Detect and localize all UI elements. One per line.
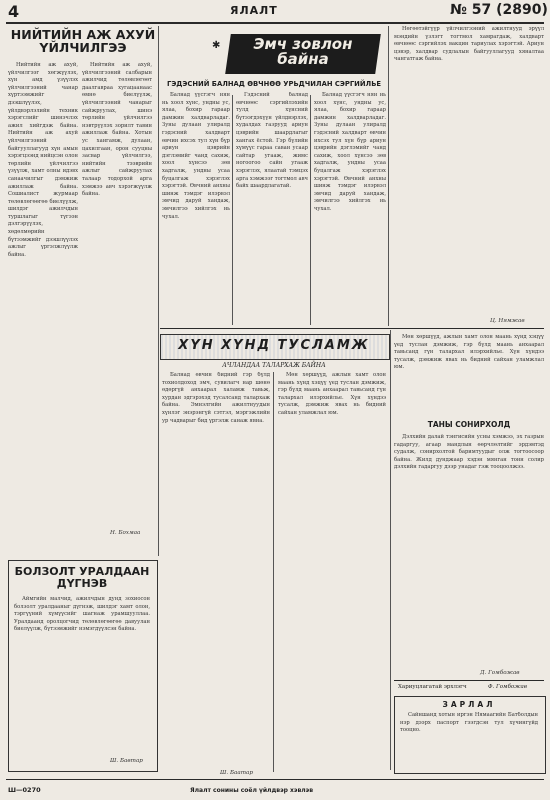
notice-title: ЗАРЛАЛ [442, 700, 496, 709]
article2-signature: Ц. Нямжав [490, 318, 525, 324]
article3-col1-text: Балнад өвчин бидний гэр бүлд тохиолдоход эмч, сувилагч нар шөнө өдөргүй анхаарал халамж тавьж, хурдан эдгэрэхэд тусалсанд талархаж байна. Эмнэлгийн ажилтнуудын хүнлэг энэрэнгүй сэтгэл, мэргэжлийн ур чадварыг бид үргэлж санаж явна. [162, 372, 270, 424]
article4-lead [394, 334, 544, 418]
article2-subtitle: ГЭДЭСНИЙ БАЛНАД ӨВЧНӨӨ УРЬДЧИЛАН СЭРГИЙЛЬЕ [166, 80, 382, 88]
star-icon: ✱ [212, 40, 221, 51]
article1-col1 [8, 62, 78, 532]
article3-signature: Ш. Баатар [220, 770, 253, 776]
article3-col2 [278, 372, 386, 772]
section-rule [160, 328, 544, 329]
article1-col1-text: Нийтийн аж ахуй, үйлчилгээг хөгжүүлэх, хүн амд үзүүлэх үйлчилгээний чанар хүртээмжийг дээшлүүлэх, үйлдвэрлэлийн техник хэрэгслийг шинэчлэх ажил хийгдэж байна. Нийтийн аж ахуй үйлчилгээний байгууллагууд хүн амын хэрэгцээнд нийцсэн олон төрлийн үйлчилгээ үзүүлж, хамт олны идэвх санаачилгыг дэмжиж ажиллаж байна. Сошиалист журмаар төлөвлөгөөгөө биелүүлж, шилдэг ажилчдын туршлагыг түгээн дэлгэрүүлэх, хөдөлмөрийн бүтээмжийг дээшлүүлэх ажлыг үргэлжлүүлж байна. [8, 62, 78, 258]
article2-col3 [314, 92, 386, 324]
article3-subtitle: АЧЛАНДАА ТАЛАРХАЖ БАЙНА [222, 362, 326, 369]
article1-signature: Н. Бохмаа [110, 530, 141, 536]
article4-body [394, 434, 544, 670]
article5-text: Аймгийн малчид, ажилчдын дунд зохиосон болзолт уралдааныг дүгнэж, шилдэг хамт олон, тэргүүний хүмүүсийг шагнаж урамшууллаа. Уралдаанд оролцогчид төлөвлөгөөгөө давуулан биелүүлж, бүтээмжийг нэмэгдүүлсэн байна. [14, 596, 150, 633]
article3-col1 [162, 372, 270, 772]
column-divider [310, 95, 311, 325]
article5-title: БОЛЗОЛТ УРАЛДААН ДҮГНЭВ [14, 565, 150, 590]
article1-col2-text: Нийтийн аж ахуй, үйлчилгээний салбарын ажилчид төлөвлөгөөт даалгавраа хугацаанаас өмнө биелүүлж, үйлчилгээний чанарыг сайжруулах, шинэ төрлийн үйлчилгээ нэвтрүүлэх зорилт тавин ажиллаж байна. Хотын ус хангамж, дулаан, цахилгаан, орон сууцны засвар үйлчилгээ, нийтийн тээврийн ажлыг сайжруулах талаар тодорхой арга хэмжээ авч хэрэгжүүлж байна. [82, 62, 152, 198]
article2-col2 [236, 92, 308, 324]
article1-title: НИЙТИЙН АЖ АХУЙ ҮЙЛЧИЛГЭЭ [10, 27, 156, 55]
column-divider [232, 95, 233, 325]
article5-signature: Ш. Бавтар [110, 758, 143, 764]
footer-slogan: Ялалт сонины соёл үйлдвэр хэвлэв [190, 787, 314, 794]
page-number: 4 [8, 2, 20, 21]
notice-text: Сайншанд хотын иргэн Нямаагийн Батболдын нэр дээрх паспорт гээгдсэн тул хүчингүйд тооцно. [400, 712, 538, 734]
column-divider [158, 26, 159, 556]
notice-body [400, 712, 538, 768]
column-divider [273, 372, 274, 772]
section-rule [394, 680, 544, 681]
issue-number: № 57 (2890) [450, 2, 548, 18]
column-divider [388, 26, 389, 326]
editor-name: Ф. Гомбожав [488, 684, 527, 690]
article4-title: ТАНЫ СОНИРХОЛД [427, 420, 511, 429]
article1 [8, 28, 158, 54]
article4-lead-text: Мөн хөршүүд, ажлын хамт олон маань хүнд хэцүү үед туслан дэмжиж, гэр бүлд маань анхаарал тавьсанд гүн талархал илэрхийлье. Хүн хүндээ тусалж, дэмжиж явах нь бидний сайхан уламжлал юм. [394, 334, 544, 371]
article2-col1-text: Балнад үүсгэгч нян нь хоол хүнс, ундны ус, ялаа, бохир гараар дамжин халдварладаг. Зуны дулаан улиралд гэдэсний халдварт өвчин ихсэх тул хүн бүр ариун цэврийн дэглэмийг чанд сахиж, хоол хүнсээ зөв хадгалж, ундны усаа буцалгаж хэрэглэх хэрэгтэй. Өвчний анхны шинж тэмдэг илэрвэл эмчид даруй хандаж, эмчилгээ хийлгэх нь чухал. [162, 92, 230, 220]
editor-label: Хариуцлагатай эрхлэгч [398, 684, 467, 690]
article1-col2 [82, 62, 152, 532]
article4-signature: Д. Гомбожав [480, 670, 520, 676]
article2-col1 [162, 92, 230, 324]
article5-body [14, 596, 150, 756]
article2-col4 [394, 26, 544, 318]
article2-col4-text: Нөгөөтэйгүүр үйлчилгээний ажилтнууд эрүүл мэндийн үзлэгт тогтмол хамрагдаж, халдварт өвчнөөс сэргийлэх вакцин тариулах хэрэгтэй. Ариун цэвэр, халдвар судлалын байгууллагууд хяналтаа чангатгаж байна. [394, 26, 544, 63]
article4-text: Дэлхийн далай тэнгисийн усны хэмжээ, эх газрын гадаргуу, агаар мандлын өөрчлөлтийг эрдэмтэд судалж, сонирхолтой баримтуудыг олж тогтоосоор байна. Жилд дунджаар хэдэн мянган тонн солир дэлхийн гадаргуу дээр унадаг гэж тооцоолжээ. [394, 434, 544, 471]
article3-col2-text: Мөн хөршүүд, ажлын хамт олон маань хүнд хэцүү үед туслан дэмжиж, гэр бүлд маань анхаарал тавьсанд гүн талархал илэрхийлье. Хүн хүндээ тусалж, дэмжиж явах нь бидний сайхан уламжлал юм. [278, 372, 386, 416]
header-rule [6, 22, 544, 24]
column-divider [390, 330, 391, 770]
article3-banner-text: ХҮН ХҮНД ТУСЛАМЖ [178, 338, 370, 353]
article2-banner-text: Эмч зовлон байна [253, 35, 353, 68]
footer-code: Ш—0270 [8, 786, 41, 794]
newspaper-name: ЯЛАЛТ [230, 4, 278, 17]
article2-col3-text: Балнад үүсгэгч нян нь хоол хүнс, ундны ус, ялаа, бохир гараар дамжин халдварладаг. Зуны дулаан улиралд гэдэсний халдварт өвчин ихсэх тул хүн бүр ариун цэврийн дэглэмийг чанд сахиж, хоол хүнсээ зөв хадгалж, ундны усаа буцалгаж хэрэглэх хэрэгтэй. Өвчний анхны шинж тэмдэг илэрвэл эмчид даруй хандаж, эмчилгээ хийлгэх нь чухал. [314, 92, 386, 212]
article2-col2-text: Гэдэсний балнад өвчнөөс сэргийлэхийн тулд хүнсний бүтээгдэхүүн үйлдвэрлэх, худалдах газрууд ариун цэврийн шаардлагыг хангах ёстой. Гэр бүлийн хүмүүс гараа саван усаар сайтар угааж, жимс ногоогоо сайн угааж хэрэглэх, ялаатай тэмцэх арга хэмжээг тогтмол авч байх шаардлагатай. [236, 92, 308, 190]
footer-rule [6, 779, 544, 780]
